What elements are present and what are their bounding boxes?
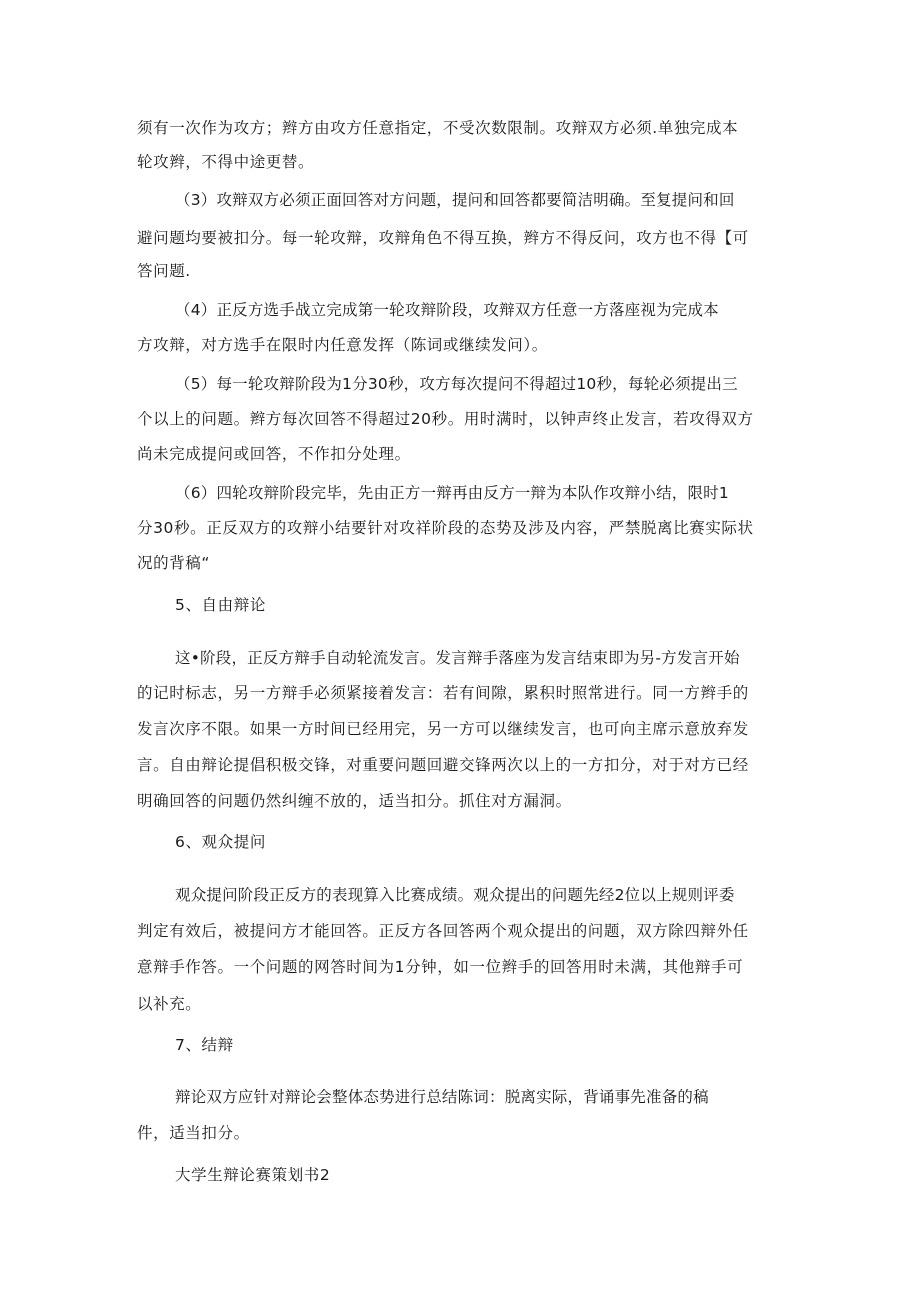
text-line: 明确回答的问题仍然纠缠不放的，适当扣分。抓住对方漏洞。 (137, 792, 572, 810)
next-document-title: 大学生辩论赛策划书2 (175, 1166, 331, 1184)
text-line: 判定有效后，被提问方才能回答。正反方各回答两个观众提出的问题，双方除四辩外任 (137, 922, 749, 940)
text-line: 个以上的问题。辫方每次回答不得超过20秒。用时满时，以钟声终止发言，若攻得双方 (137, 410, 754, 428)
text-line: 以补充。 (137, 995, 202, 1013)
text-line: 发言次序不限。如果一方时间已经用完，另一方可以继续发言，也可向主席示意放弃发 (137, 720, 749, 738)
text-line: （4）正反方选手战立完成第一轮攻辩阶段，攻辩双方任意一方落座视为完成本 (175, 301, 719, 319)
text-line: 这•阶段，正反方辩手自动轮流发言。发言辩手落座为发言结束即为另-方发言开始 (175, 649, 740, 667)
text-line: 避问题均要被扣分。每一轮攻辩，攻辩角色不得互换，辫方不得反问，攻方也不得【可 (137, 229, 749, 247)
text-line: 意辩手作答。一个问题的网答时间为1分钟，如一位辫手的回答用时未满，其他辩手可 (137, 958, 744, 976)
section-heading: 7、结辩 (175, 1036, 234, 1054)
text-line: 的记时标志，另一方辩手必须紧接着发言：若有间隙，累积时照常进行。同一方辫手的 (137, 684, 749, 702)
text-line: 答问题. (137, 262, 191, 280)
text-line: 况的背稿“ (137, 554, 211, 572)
text-line: 轮攻辫，不得中途更替。 (137, 153, 315, 171)
text-line: 言。自由辩论提倡积极交锋，对重要问题回避交锋两次以上的一方扣分，对于对方已经 (137, 756, 749, 774)
text-line: （3）攻辩双方必须正面回答对方问题，提问和回答都要简洁明确。至复提问和回 (175, 191, 735, 209)
text-line: 观众提问阶段正反方的表现算入比赛成绩。观众提出的问题先经2位以上规则评委 (175, 886, 735, 904)
text-line: 须有一次作为攻方；辫方由攻方任意指定，不受次数限制。攻辩双方必须.单独完成本 (137, 119, 739, 137)
text-line: 件，适当扣分。 (137, 1124, 250, 1142)
text-line: （5）每一轮攻辩阶段为1分30秒，攻方每次提问不得超过10秒，每轮必须提出三 (175, 375, 738, 393)
section-heading: 6、观众提问 (175, 833, 266, 851)
text-line: （6）四轮攻辩阶段完毕，先由正方一辩再由反方一辩为本队作攻辩小结，限时1 (175, 484, 729, 502)
text-line: 尚未完成提问或回答，不作扣分处理。 (137, 445, 411, 463)
section-heading: 5、自由辩论 (175, 596, 266, 614)
text-line: 辩论双方应针对辩论会整体态势进行总结陈词：脱离实际，背诵事先准备的稿 (175, 1088, 709, 1106)
text-line: 分30秒。正反双方的攻辩小结要针对攻祥阶段的态势及涉及内容，严禁脱离比赛实际状 (137, 519, 754, 537)
text-line: 方攻辩，对方选手在限时内任意发挥（陈词或继续发问）。 (137, 336, 548, 354)
